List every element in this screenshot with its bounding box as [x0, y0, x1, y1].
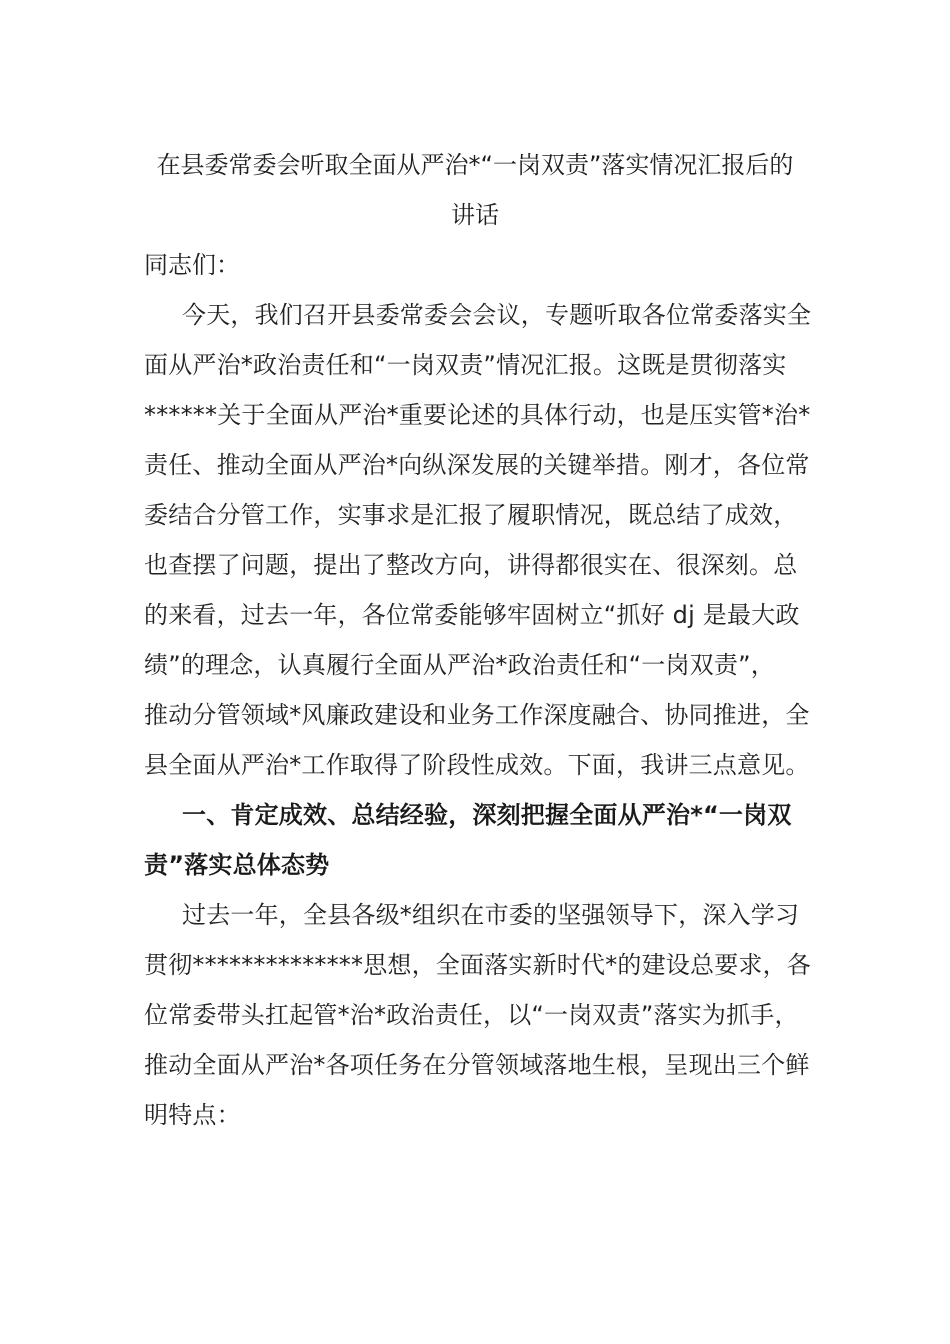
text-line: 过去一年，全县各级*组织在市委的坚强领导下，深入学习: [182, 901, 800, 929]
paragraph-section-1: [144, 890, 811, 1140]
heading-line: 责”落实总体态势: [144, 851, 330, 879]
text-line: 县全面从严治*工作取得了阶段性成效。下面，我讲三点意见。: [144, 751, 810, 779]
title-line: 在县委常委会听取全面从严治*“一岗双责”落实情况汇报后的: [156, 151, 794, 179]
text-line: 责任、推动全面从严治*向纵深发展的关键举措。刚才，各位常: [144, 451, 810, 479]
text-line: 推动分管领域*风廉政建设和业务工作深度融合、协同推进，全: [144, 701, 810, 729]
text-line: 位常委带头扛起管*治*政治责任，以“一岗双责”落实为抓手，: [144, 1001, 799, 1029]
text-line: 推动全面从严治*各项任务在分管领域落地生根，呈现出三个鲜: [144, 1051, 810, 1079]
text-line: 贯彻**************思想，全面落实新时代*的建设总要求，各: [144, 951, 811, 979]
text-line: 的来看，过去一年，各位常委能够牢固树立“抓好 dj 是最大政: [144, 601, 800, 629]
text-line: 绩”的理念，认真履行全面从严治*政治责任和“一岗双责”，: [144, 651, 775, 679]
heading-line: 一、肯定成效、总结经验，深刻把握全面从严治*“一岗双: [182, 801, 792, 829]
text-line: 面从严治*政治责任和“一岗双责”情况汇报。这既是贯彻落实: [144, 351, 787, 379]
text-line: ******关于全面从严治*重要论述的具体行动，也是压实管*治*: [144, 401, 811, 429]
paragraph-opening: [144, 290, 812, 790]
salutation: 同志们：: [144, 251, 240, 279]
text-line: 委结合分管工作，实事求是汇报了履职情况，既总结了成效，: [144, 501, 798, 529]
section-heading-1: [144, 790, 806, 890]
text-line: 今天，我们召开县委常委会会议，专题听取各位常委落实全: [182, 301, 812, 329]
text-line: 也查摆了问题，提出了整改方向，讲得都很实在、很深刻。总: [144, 551, 798, 579]
document-title: [144, 140, 806, 240]
title-line: 讲话: [451, 201, 499, 229]
document-body: [144, 140, 812, 1140]
text-line: 明特点：: [144, 1101, 241, 1129]
